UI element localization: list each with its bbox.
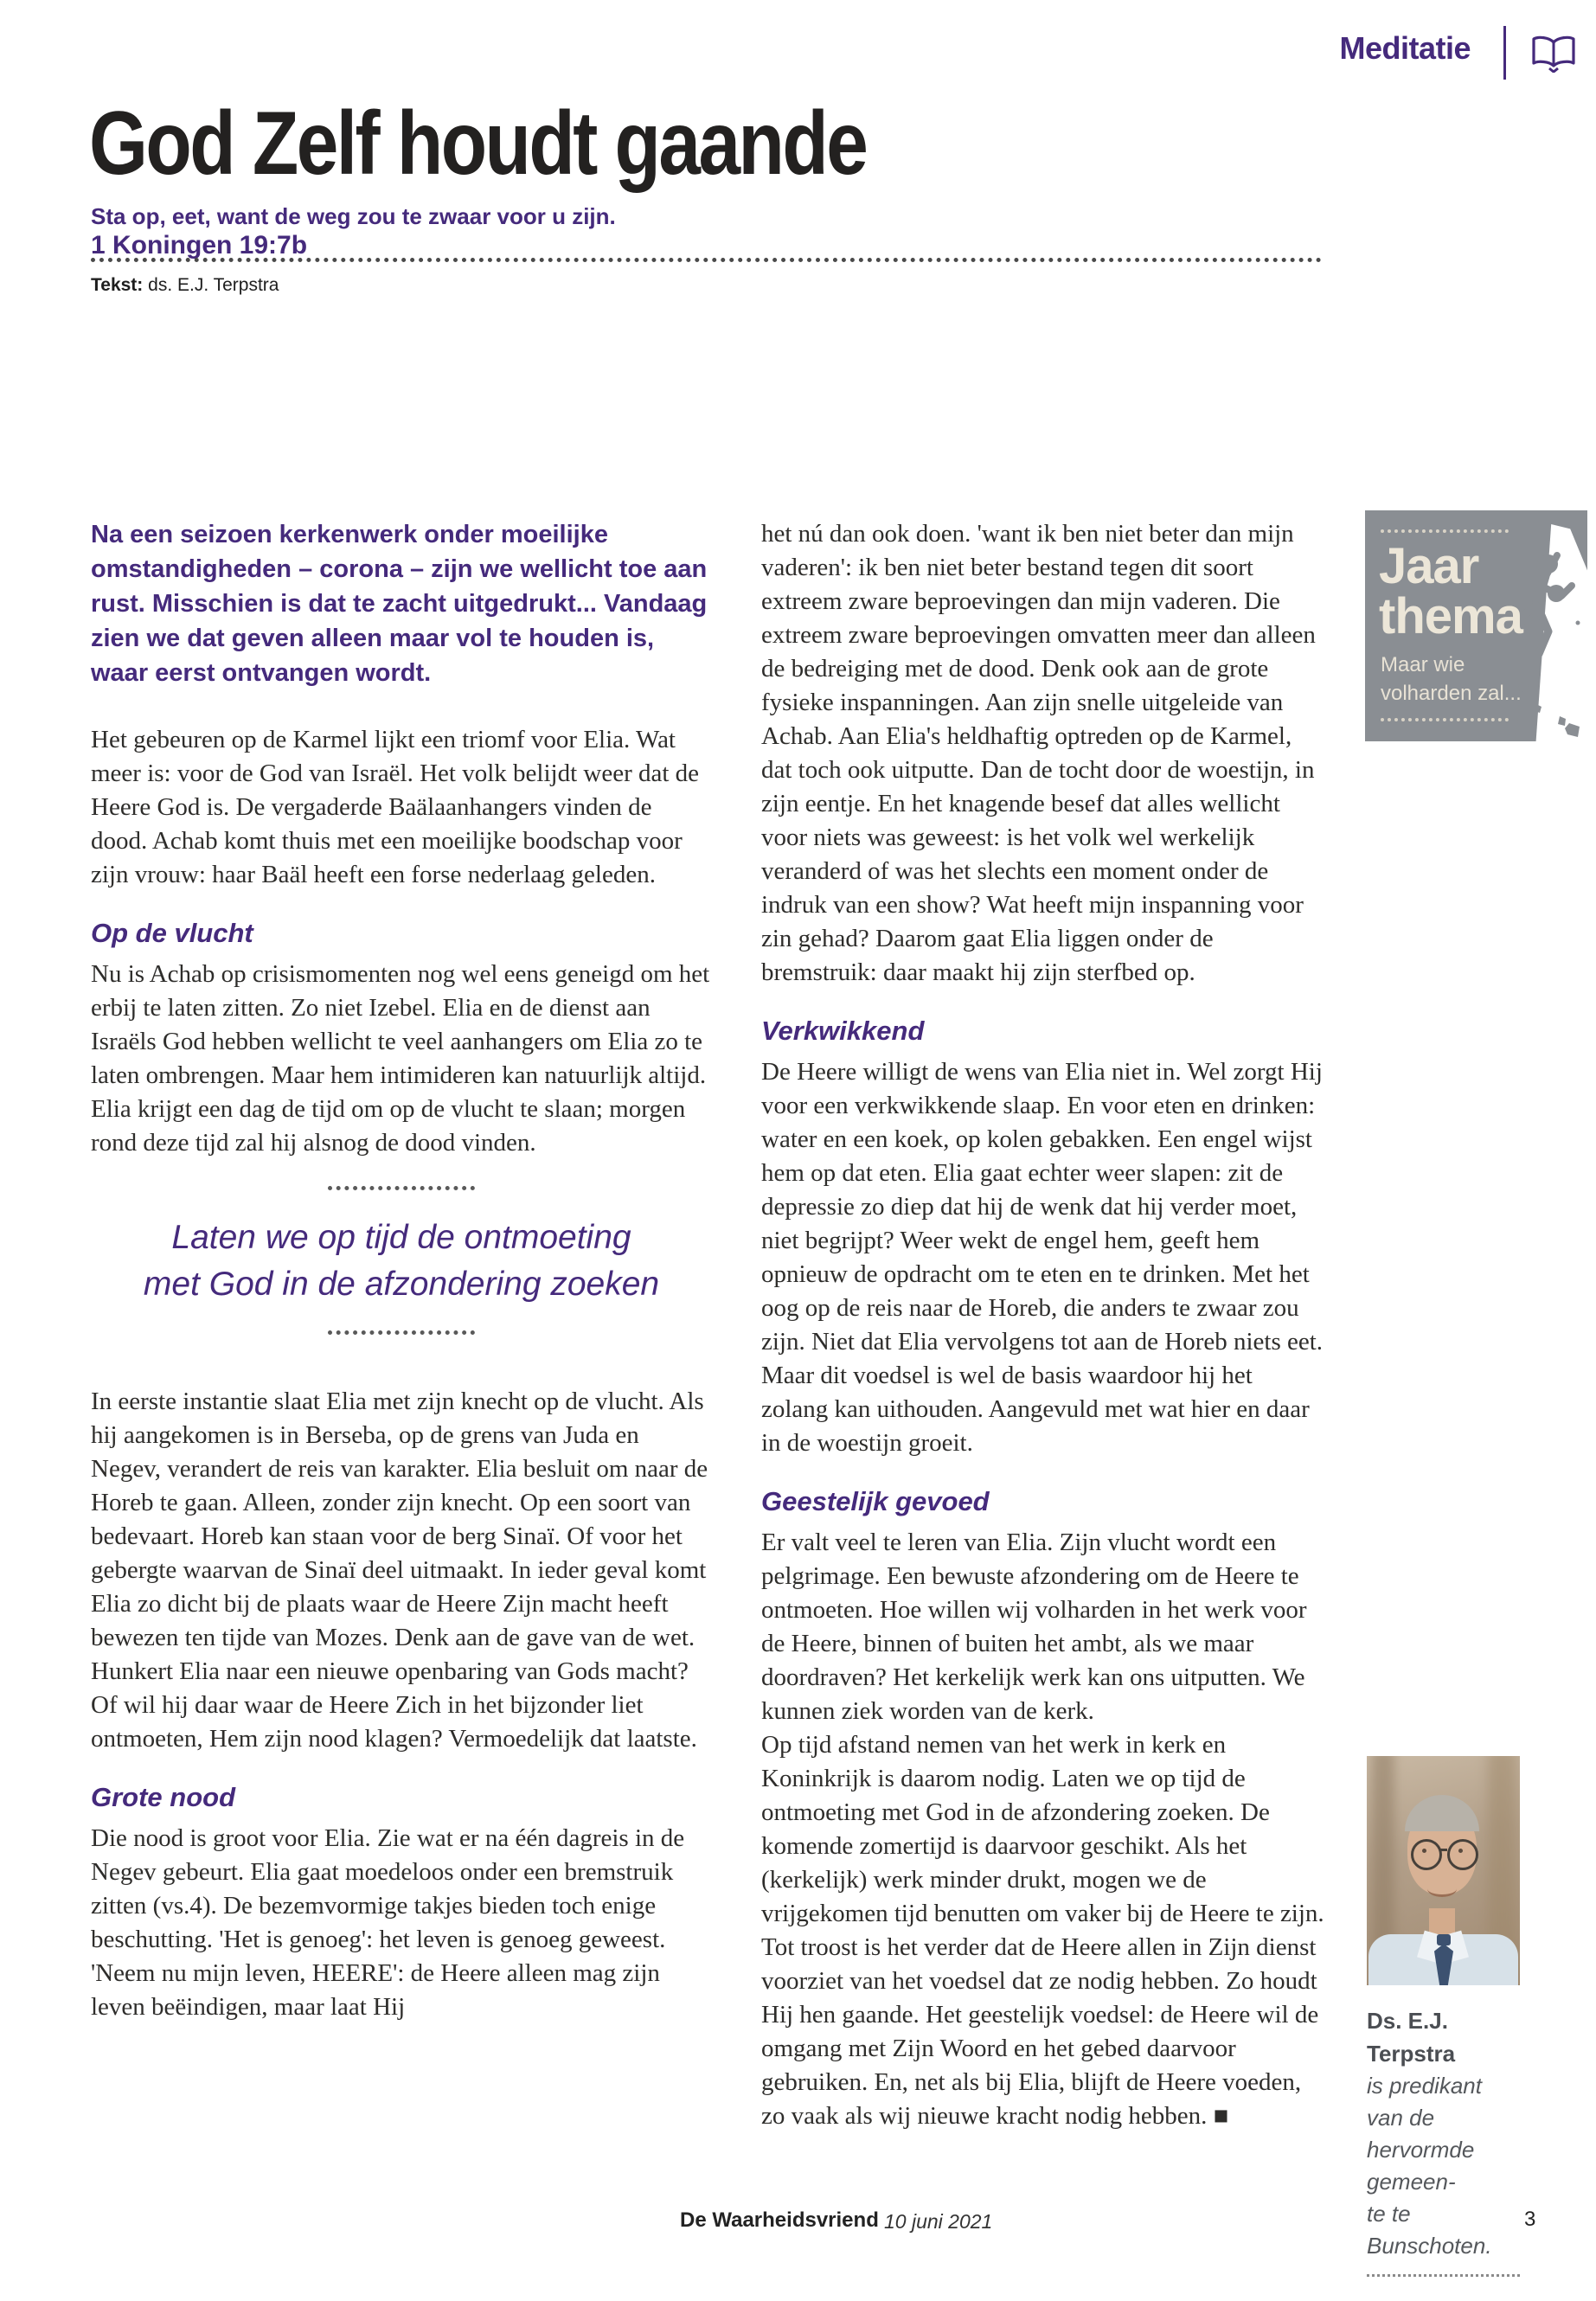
photo-hair bbox=[1405, 1795, 1479, 1831]
author-role-line: te te Bunschoten. bbox=[1367, 2201, 1492, 2259]
subheading-geestelijk-gevoed: Geestelijk gevoed bbox=[761, 1486, 990, 1516]
footer-page-number: 3 bbox=[1524, 2208, 1536, 2231]
quote-separator-top bbox=[328, 1186, 475, 1190]
paragraph: In eerste instantie slaat Elia met zijn knecht op de vlucht. Als hij aangekomen is in Berseba, op de grens van Juda en Negev, verandert de reis van karakter. Elia besluit om naar de Horeb te gaan. Alleen, zonder zijn knecht. Op een soort van bedevaart. Horeb kan staan voor de berg Sinaï. Of voor het gebergte waarvan de Sinaï deel uitmaakt. In ieder geval komt Elia zo dicht bij de plaats waar de Heere Zijn macht heeft bewezen ten tijde van Mozes. Denk aan de gave van de wet. Hunkert Elia naar een nieuwe openbaring van Gods macht? Of wil hij daar waar de Heere Zich in het bijzonder liet ontmoeten, Hem zijn nood klagen? Vermoedelijk dat laatste. bbox=[91, 1388, 708, 1753]
paragraph: Het gebeuren op de Karmel lijkt een triomf voor Elia. Wat meer is: voor de God van Israël. Het volk belijdt weer dat de Heere God is. De vergaderde Baälaanhangers vinden de dood. Achab komt thuis met een moeilijke boodschap voor zijn vrouw: haar Baäl heeft een forse nederlaag geleden. bbox=[91, 726, 700, 888]
author-name: Ds. E.J. Terpstra bbox=[1367, 2008, 1456, 2067]
bible-verse: Sta op, eet, want de weg zou te zwaar voor u zijn. bbox=[91, 203, 616, 229]
subheading-verkwikkend: Verkwikkend bbox=[761, 1016, 925, 1046]
paragraph: het nú dan ook doen. 'want ik ben niet beter dan mijn vaderen': ik ben niet beter bestand tegen dit soort extreem zware beproevingen dan mijn vaderen. Die extreem zware beproevingen omvatten meer dan alleen de bedreiging met de dood. Denk ook aan de grote fysieke inspanningen. Aan zijn snelle uitgeleide van Achab. Aan Elia's heldhaftig optreden op de Karmel, dat toch ook uitputte. Dan de tocht door de woestijn, in zijn eentje. En het knagende besef dat alles wellicht voor niets was geweest: is het volk wel werkelijk veranderd of was het slechts een moment onder de indruk van een show? Wat heeft mijn inspanning voor zin gehad? Daarom gaat Elia liggen onder de bremstruik: daar maakt hij zijn sterfbed op. bbox=[761, 520, 1316, 986]
category-label: Meditatie bbox=[1339, 30, 1471, 66]
jaarthema-box bbox=[1365, 510, 1587, 741]
paragraph: Die nood is groot voor Elia. Zie wat er na één dagreis in de Negev gebeurt. Elia gaat moedeloos onder een bremstruik zitten (vs.4). De bezemvormige takjes bieden toch enige beschutting. 'Het is genoeg': het leven is genoeg geweest. 'Neem nu mijn leven, HEERE': de Heere alleen mag zijn leven beëindigen, maar laat Hij bbox=[91, 1824, 685, 2021]
article-title: God Zelf houdt gaande bbox=[89, 93, 867, 194]
footer-date: 10 juni 2021 bbox=[884, 2210, 993, 2233]
photo-smile bbox=[1427, 1881, 1457, 1897]
text-column-1 bbox=[91, 517, 712, 2024]
jaarthema-subtitle: Maar wie bbox=[1381, 653, 1465, 676]
author-role-line: hervormde gemeen- bbox=[1367, 2137, 1475, 2195]
text-column-2 bbox=[761, 517, 1325, 2133]
open-book-icon bbox=[1531, 35, 1576, 73]
jaarthema-dots-bottom bbox=[1381, 718, 1509, 721]
jaarthema-dots-top bbox=[1381, 529, 1509, 533]
photo-eye bbox=[1422, 1849, 1426, 1853]
bible-verse-reference: 1 Koningen 19:7b bbox=[91, 231, 308, 260]
paragraph: De Heere willigt de wens van Elia niet in. Wel zorgt Hij voor een verkwikkende slaap. En voor eten en drinken: water en een koek, op kolen gebakken. Een engel wijst hem op dat eten. Elia gaat echter weer slapen: zit de depressie zo diep dat hij de wenk dat hij verder moet, niet begrijpt? Weer wekt de engel hem, geeft hem opnieuw de opdracht om te eten en te drinken. Met het oog op de reis naar de Horeb, die anders te zwaar zou zijn. Niet dat Elia vervolgens tot aan de Horeb niets eet. Maar dit voedsel is wel de basis waardoor hij het zolang kan uithouden. Aangevuld met wat hier en daar in de woestijn groeit. bbox=[761, 1058, 1324, 1457]
photo-eye bbox=[1458, 1849, 1463, 1853]
byline-label: Tekst: bbox=[91, 275, 144, 295]
subheading-grote-nood: Grote nood bbox=[91, 1782, 236, 1812]
jaarthema-subtitle: volharden zal... bbox=[1381, 682, 1522, 705]
pull-quote-line: Laten we op tijd de ontmoeting bbox=[171, 1219, 631, 1256]
author-dotted-rule bbox=[1367, 2274, 1520, 2277]
pull-quote-line: met God in de afzondering zoeken bbox=[143, 1266, 660, 1303]
byline bbox=[91, 273, 279, 298]
byline-author: ds. E.J. Terpstra bbox=[148, 275, 279, 295]
photo-glasses bbox=[1411, 1839, 1442, 1870]
author-caption bbox=[1367, 2004, 1521, 2277]
header-divider bbox=[1503, 26, 1506, 80]
dotted-rule bbox=[91, 258, 1322, 262]
paragraph: Er valt veel te leren van Elia. Zijn vlucht wordt een pelgrimage. Een bewuste afzondering om de Heere te ontmoeten. Hoe willen wij volharden in het werk voor de Heere, binnen of buiten het ambt, als we maar doordraven? Het kerkelijk werk kan ons uitputten. We kunnen ziek worden van de kerk. bbox=[761, 1529, 1307, 1725]
photo-glasses bbox=[1447, 1839, 1478, 1870]
subheading-op-de-vlucht: Op de vlucht bbox=[91, 918, 253, 948]
jaarthema-word: thema bbox=[1379, 588, 1522, 644]
paragraph: Nu is Achab op crisismomenten nog wel eens geneigd om het erbij te laten zitten. Zo niet Izebel. Elia en de dienst aan Israëls God hebben wellicht te veel aanhangers om Elia zo te laten ombrengen. Maar hem intimideren kan natuurlijk altijd. Elia krijgt een dag de tijd om op de vlucht te slaan; morgen rond deze tijd zal hij alsnog de dood vinden. bbox=[91, 960, 710, 1157]
author-role-line: is predikant van de bbox=[1367, 2073, 1482, 2131]
pull-quote bbox=[91, 1215, 712, 1308]
author-bio bbox=[1367, 1756, 1521, 2277]
photo-glasses-bridge bbox=[1439, 1849, 1447, 1851]
author-photo bbox=[1367, 1756, 1520, 1985]
paragraph: Op tijd afstand nemen van het werk in kerk en Koninkrijk is daarom nodig. Laten we op tijd de ontmoeting met God in de afzondering zoeken. De komende zomertijd is daarvoor geschikt. Als het (kerkelijk) werk minder drukt, mogen we de vrijgekomen tijd benutten om vaker bij de Heere te zijn. bbox=[761, 1731, 1324, 1927]
footer-magazine-name: De Waarheidsvriend bbox=[680, 2208, 879, 2232]
paragraph: Tot troost is het verder dat de Heere allen in Zijn dienst voorziet van het voedsel dat ze nodig hebben. Zo houdt Hij hen gaande. Het geestelijk voedsel: de Heere wil de omgang met Zijn Woord en het gebed daarvoor gebruiken. En, net als bij Elia, blijft de Heere voeden, zo vaak als wij nieuwe kracht nodig hebben. ■ bbox=[761, 1933, 1319, 2130]
intro-paragraph: Na een seizoen kerkenwerk onder moeilijke omstandigheden – corona – zijn we wellicht toe aan rust. Misschien is dat te zacht uitgedrukt... Vandaag zien we dat geven alleen maar vol te houden is, waar eerst ontvangen wordt. bbox=[91, 521, 708, 687]
quote-separator-bottom bbox=[328, 1330, 475, 1335]
jaarthema-word: Jaar bbox=[1379, 538, 1479, 594]
